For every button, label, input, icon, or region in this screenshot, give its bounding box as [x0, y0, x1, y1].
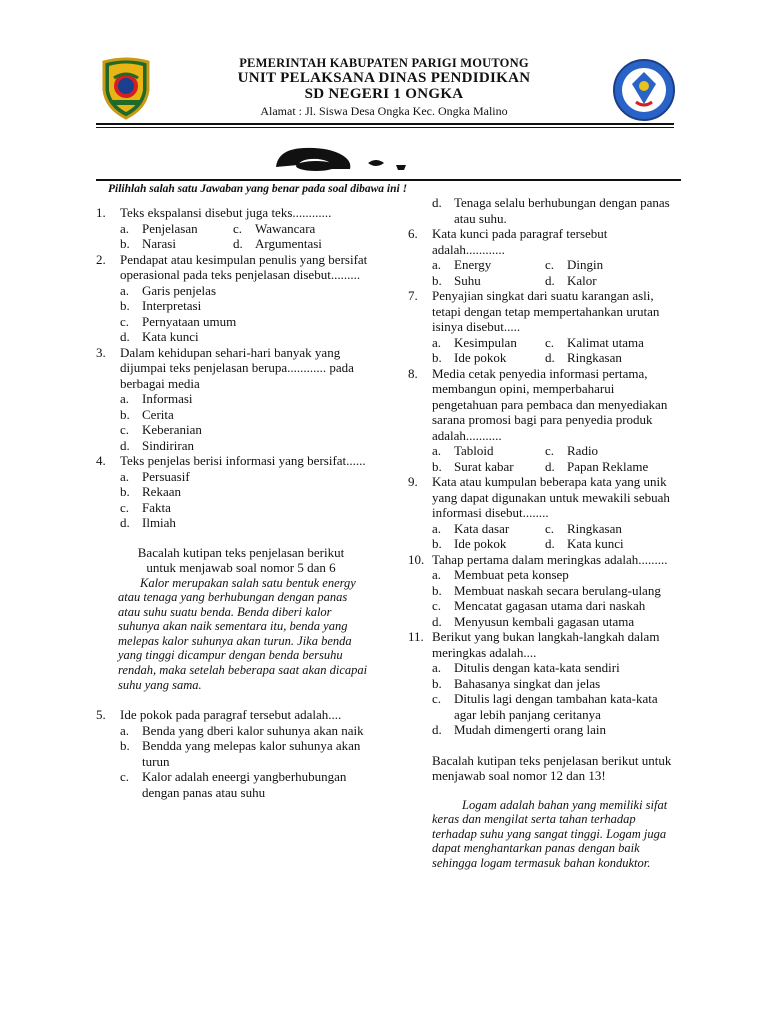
question-7	[408, 288, 678, 335]
question-text: Kata kunci pada paragraf tersebut adalah............	[432, 226, 608, 257]
question-number: 7.	[408, 288, 418, 303]
question-text: Dalam kehidupan sehari-hari banyak yang dijumpai teks penjelasan berupa............ pada berbagai media	[120, 344, 354, 391]
option-a: Energy	[454, 257, 492, 272]
option-label: c.	[120, 499, 130, 515]
question-text: Pendapat atau kesimpulan penulis yang bersifat operasional pada teks penjelasan disebut.........	[120, 251, 368, 282]
option-label: b.	[120, 298, 130, 313]
question-2	[96, 252, 368, 283]
options-10	[408, 567, 678, 629]
question-1	[96, 205, 368, 221]
option-label: c.	[545, 520, 555, 536]
option-d: Papan Reklame	[567, 458, 649, 474]
option-label: a.	[432, 334, 442, 350]
option-label: b.	[432, 675, 442, 691]
left-column	[96, 205, 368, 800]
options-1	[96, 221, 368, 252]
option-label: b.	[432, 458, 442, 474]
question-number: 2.	[96, 251, 106, 267]
question-text: Teks penjelas berisi informasi yang bersifat......	[120, 453, 366, 468]
passage-2-intro: Bacalah kutipan teks penjelasan berikut untuk menjawab soal nomor 12 dan 13!	[432, 752, 672, 783]
option-b: Bahasanya singkat dan jelas	[454, 675, 601, 691]
option-b: Bendda yang melepas kalor suhunya akan turun	[142, 738, 361, 769]
question-number: 3.	[96, 344, 106, 360]
option-d: Tenaga selalu berhubungan dengan panas atau suhu.	[454, 195, 670, 226]
question-number: 10.	[408, 551, 425, 567]
option-c: Kalimat utama	[567, 334, 644, 350]
option-d: Mudah dimengerti orang lain	[454, 722, 606, 737]
option-c: Fakta	[142, 499, 171, 515]
option-label: a.	[120, 722, 130, 738]
option-label: b.	[120, 236, 130, 251]
option-label: c.	[432, 691, 442, 706]
header-rule-thick	[96, 123, 674, 125]
option-b: Rekaan	[142, 484, 181, 499]
option-d: Kalor	[567, 272, 597, 288]
option-label: c.	[233, 220, 243, 236]
instruction-text: Pilihlah salah satu Jawaban yang benar pada soal dibawa ini !	[108, 183, 408, 195]
section-marker-graphic	[272, 143, 422, 178]
option-a: Garis penjelas	[142, 282, 217, 298]
option-a: Membuat peta konsep	[454, 567, 569, 582]
option-c: Radio	[567, 443, 599, 458]
option-label: d.	[432, 195, 442, 210]
options-3	[96, 391, 368, 453]
question-number: 1.	[96, 205, 106, 220]
options-5-cont	[408, 195, 678, 226]
option-c: Ditulis lagi dengan tambahan kata-kata agar lebih panjang ceritanya	[454, 691, 658, 722]
question-number: 4.	[96, 453, 106, 468]
option-d: Argumentasi	[255, 236, 322, 251]
option-label: c.	[120, 769, 130, 785]
question-6	[408, 226, 678, 257]
option-label: b.	[120, 484, 130, 499]
option-label: a.	[432, 443, 442, 458]
option-label: b.	[432, 350, 442, 365]
option-label: a.	[432, 520, 442, 536]
option-label: d.	[545, 272, 555, 288]
options-4	[96, 469, 368, 531]
section-rule	[96, 179, 681, 181]
option-label: d.	[120, 515, 130, 530]
question-9	[408, 474, 678, 521]
option-c: Wawancara	[255, 220, 316, 236]
options-7	[408, 335, 678, 366]
question-10	[408, 552, 678, 568]
option-d: Ringkasan	[567, 350, 622, 365]
options-2	[96, 283, 368, 345]
option-d: Menyusun kembali gagasan utama	[454, 613, 635, 629]
question-text: Teks ekspalansi disebut juga teks............	[120, 205, 332, 220]
option-d: Kata kunci	[567, 536, 624, 551]
option-label: a.	[120, 282, 130, 298]
option-label: d.	[120, 329, 130, 344]
option-c: Pernyataan umum	[142, 313, 237, 329]
option-label: b.	[432, 536, 442, 551]
options-11	[408, 660, 678, 738]
option-label: b.	[432, 272, 442, 288]
option-label: a.	[120, 391, 130, 406]
option-c: Ringkasan	[567, 520, 622, 536]
right-column	[408, 195, 678, 870]
option-label: c.	[545, 257, 555, 272]
option-label: c.	[432, 598, 442, 613]
option-label: a.	[432, 567, 442, 582]
header-rule-thin	[96, 127, 674, 128]
option-a: Tabloid	[454, 443, 494, 458]
option-label: a.	[120, 468, 130, 484]
header-school-name: SD NEGERI 1 ONGKA	[304, 86, 464, 102]
option-c: Keberanian	[142, 422, 202, 437]
option-label: c.	[545, 334, 555, 350]
option-c: Kalor adalah eneergi yangberhubungan dengan panas atau suhu	[142, 769, 347, 800]
option-b: Ide pokok	[454, 536, 507, 551]
option-d: Kata kunci	[142, 329, 199, 344]
option-c: Mencatat gagasan utama dari naskah	[454, 598, 646, 613]
question-4	[96, 453, 368, 469]
option-b: Cerita	[142, 406, 174, 422]
question-text: Kata atau kumpulan beberapa kata yang unik yang dapat digunakan untuk mewakili sebuah informasi disebut........	[432, 474, 670, 520]
option-a: Kesimpulan	[454, 334, 517, 350]
options-8	[408, 443, 678, 474]
header-unit: UNIT PELAKSANA DINAS PENDIDIKAN	[237, 70, 531, 86]
option-label: b.	[120, 406, 130, 422]
option-b: Surat kabar	[454, 458, 514, 474]
options-6	[408, 257, 678, 288]
option-label: b.	[120, 738, 130, 754]
option-label: a.	[432, 660, 442, 675]
option-label: c.	[120, 422, 130, 437]
option-a: Benda yang dberi kalor suhunya akan naik	[142, 722, 364, 738]
option-label: d.	[432, 722, 442, 737]
option-label: d.	[545, 536, 555, 551]
question-5	[96, 707, 368, 723]
question-3	[96, 345, 368, 392]
option-a: Persuasif	[142, 468, 190, 484]
question-text: Media cetak penyedia informasi pertama, membangun opini, memperbaharui pengetahuan para pembaca dan menyediakan sarana promosi bagi para penyedia produk adalah...........	[432, 365, 668, 443]
option-label: d.	[120, 437, 130, 453]
header-address: Alamat : Jl. Siswa Desa Ongka Kec. Ongka Malino	[260, 104, 508, 118]
passage-1-text: Kalor merupakan salah satu bentuk energy atau tenaga yang berhubungan dengan panas atau suhu suatu benda. Benda diberi kalor suhunya akan naik sementara itu, benda yang melepas kalor suhunya akan turun. Jika benda yang tinggi dicampur dengan benda bersuhu rendah, maka setelah beberapa saat akan dicapai suhu yang sama.	[118, 575, 368, 692]
question-number: 6.	[408, 226, 418, 241]
option-label: c.	[120, 313, 130, 329]
option-d: Ilmiah	[142, 515, 176, 530]
question-number: 5.	[96, 707, 106, 723]
passage-1-intro: Bacalah kutipan teks penjelasan berikut untuk menjawab soal nomor 5 dan 6	[137, 544, 345, 575]
option-b: Membuat naskah secara berulang-ulang	[454, 582, 661, 598]
option-label: c.	[545, 443, 555, 458]
option-c: Dingin	[567, 257, 604, 272]
option-label: d.	[545, 350, 555, 365]
option-a: Ditulis dengan kata-kata sendiri	[454, 660, 620, 675]
option-b: Narasi	[142, 236, 176, 251]
options-9	[408, 521, 678, 552]
option-b: Ide pokok	[454, 350, 507, 365]
question-text: Ide pokok pada paragraf tersebut adalah....	[120, 707, 342, 723]
question-text: Penyajian singkat dari suatu karangan asli, tetapi dengan tetap mempertahankan urutan isinya disebut.....	[432, 288, 660, 334]
question-8	[408, 366, 678, 444]
question-text: Berikut yang bukan langkah-langkah dalam meringkas adalah....	[432, 629, 660, 660]
question-number: 8.	[408, 365, 418, 381]
option-a: Penjelasan	[142, 220, 198, 236]
question-text: Tahap pertama dalam meringkas adalah.........	[432, 551, 668, 567]
option-b: Suhu	[454, 272, 481, 288]
option-d: Sindiriran	[142, 437, 194, 453]
options-5	[96, 723, 368, 801]
passage-2-text: Logam adalah bahan yang memiliki sifat keras dan mengilat serta tahan terhadap terhadap suhu yang sangat tinggi. Logam juga dapat menghantarkan panas dengan baik sehingga logam termasuk bahan konduktor.	[432, 797, 668, 870]
option-a: Kata dasar	[454, 520, 510, 536]
question-number: 11.	[408, 629, 424, 644]
option-label: b.	[432, 582, 442, 598]
option-a: Informasi	[142, 391, 193, 406]
option-label: a.	[120, 220, 130, 236]
question-number: 9.	[408, 474, 418, 489]
option-label: d.	[432, 613, 442, 629]
option-b: Interpretasi	[142, 298, 202, 313]
header-government: PEMERINTAH KABUPATEN PARIGI MOUTONG	[239, 56, 529, 70]
option-label: d.	[233, 236, 243, 251]
option-label: a.	[432, 257, 442, 272]
option-label: d.	[545, 458, 555, 474]
question-11	[408, 629, 678, 660]
